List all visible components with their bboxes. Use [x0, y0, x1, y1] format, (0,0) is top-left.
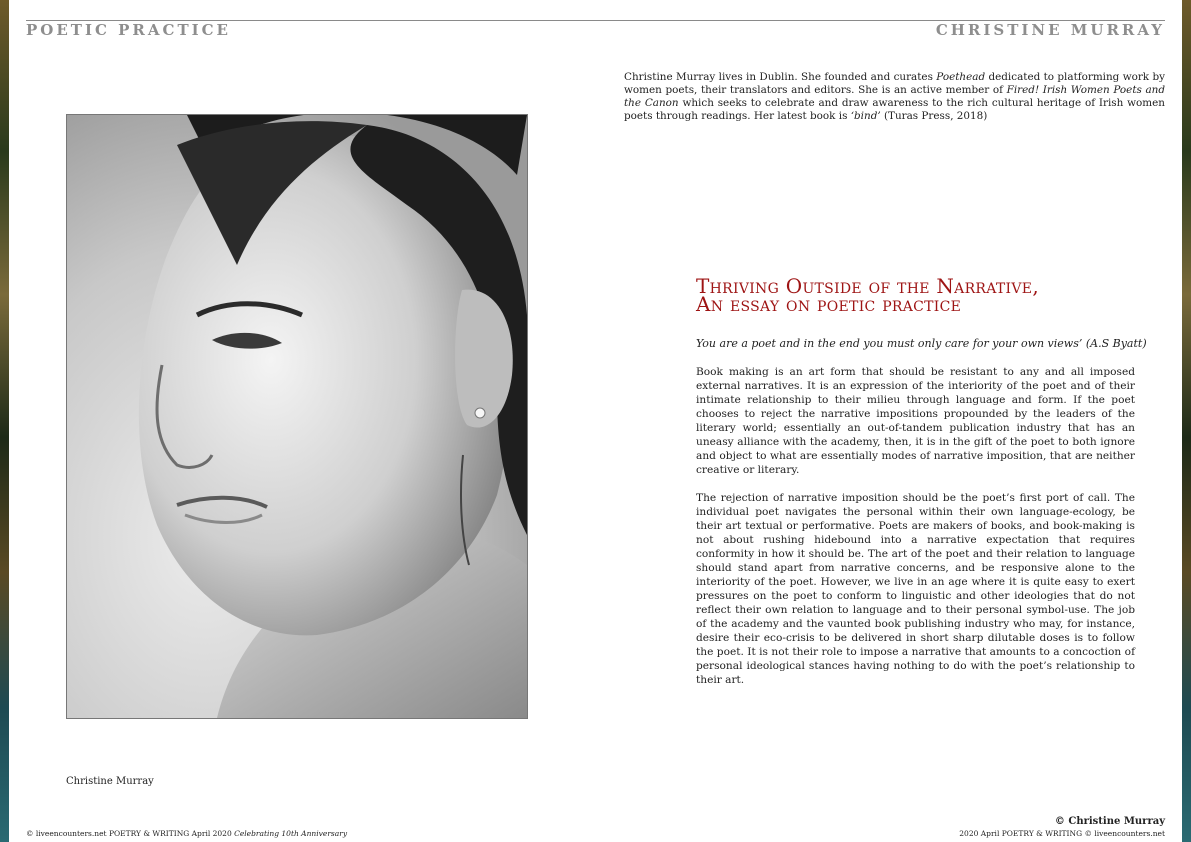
section-title: POETIC PRACTICE: [26, 21, 231, 39]
article-title: [696, 274, 1166, 316]
article-title-line-2: An essay on poetic practice: [696, 292, 962, 316]
article-epigraph: You are a poet and in the end you must only care for your own views’ (A.S Byatt): [696, 337, 1147, 350]
bio-text-3: which seeks to celebrate and draw awareness to the rich cultural heritage of Irish women poets through readings. Her latest book is: [624, 96, 1165, 122]
footer-left: [26, 829, 347, 838]
article-title-line-1: Thriving Outside of the Narrative,: [696, 274, 1039, 298]
bio-text-1: Christine Murray lives in Dublin. She founded and curates: [624, 71, 937, 83]
footer-right: 2020 April POETRY & WRITING © liveencounters.net: [959, 829, 1165, 838]
bio-text-2: dedicated to platforming work by women poets, their translators and editors. She is an active member of: [624, 71, 1165, 96]
article-paragraph-2: The rejection of narrative imposition should be the poet’s first port of call. The individual poet navigates the personal within their own language-ecology, be their art textual or performative. Poets are makers of books, and book-making is not about rushing hidebound into a narrative expectation that requires conformity in how it should be. The art of the poet and their relation to language should stand apart from narrative concerns, and be responsive alone to the interiority of the poet. However, we live in an age where it is quite easy to exert pressures on the poet to conform to linguistic and other ideologies that do not reflect their own relation to language and to their personal symbol-use. The job of the academy and the vaunted book publishing industry who may, for instance, desire their eco-crisis to be delivered in short sharp dilutable doses is to follow the poet. It is not their role to impose a narrative that amounts to a concoction of personal ideological stances having nothing to do with the poet’s relationship to their art.: [696, 492, 1135, 686]
author-running-head: CHRISTINE MURRAY: [935, 21, 1165, 39]
footer-anniversary: Celebrating 10th Anniversary: [234, 829, 348, 838]
poethead-link: Poethead: [936, 71, 986, 83]
article-paragraph-1: Book making is an art form that should be resistant to any and all imposed external narratives. It is an expression of the interiority of the poet and of their intimate relationship to their milieu through language and form. If the poet chooses to reject the narrative impositions propounded by the leaders of the literary world; essentially an out-of-tandem publication industry that has an uneasy alliance with the academy, then, it is in the gift of the poet to both ignore and object to what are essentially modes of narrative imposition, that are neither creative or literary.: [696, 366, 1135, 476]
right-decorative-border: [1182, 0, 1191, 842]
book-title: ‘bind’: [850, 109, 881, 122]
bio-text-4: (Turas Press, 2018): [880, 109, 988, 122]
footer-left-text: © liveencounters.net POETRY & WRITING April 2020: [26, 829, 235, 838]
author-bio: [624, 71, 1165, 123]
portrait-illustration: [67, 115, 527, 718]
fired-group-name: Fired! Irish Women Poets and the Canon: [624, 83, 1165, 109]
copyright-notice: © Christine Murray: [1054, 816, 1165, 827]
photo-caption: Christine Murray: [66, 776, 154, 787]
author-portrait-photo: [66, 114, 528, 719]
left-decorative-border: [0, 0, 9, 842]
